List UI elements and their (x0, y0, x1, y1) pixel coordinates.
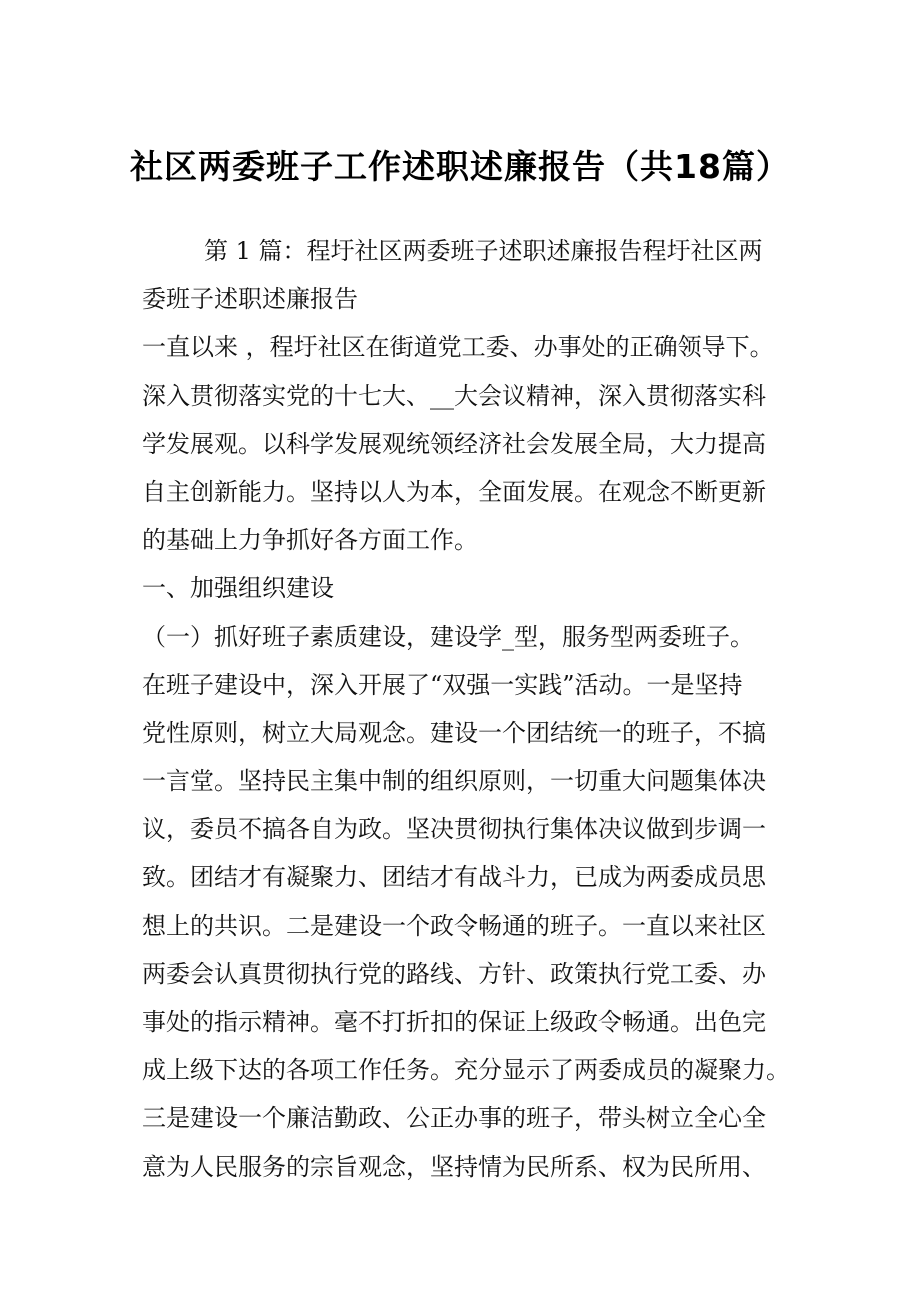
paragraph-line: 党性原则，树立大局观念。建设一个团结统一的班子，不搞 (142, 718, 766, 747)
paragraph-line: 深入贯彻落实党的十七大、__大会议精神，深入贯彻落实科 (142, 381, 766, 410)
paragraph-line: 一言堂。坚持民主集中制的组织原则，一切重大问题集体决 (142, 767, 766, 796)
paragraph-line: 致。团结才有凝聚力、团结才有战斗力，已成为两委成员思 (142, 863, 766, 892)
paragraph-line: 一直以来 ，程圩社区在街道党工委、办事处的正确领导下。 (142, 333, 774, 362)
document-title: 社区两委班子工作述职述廉报告（共18篇） (130, 147, 790, 186)
paragraph-line: 在班子建设中，深入开展了“双强一实践”活动。一是坚持 (142, 670, 743, 699)
paragraph-line: 意为人民服务的宗旨观念，坚持情为民所系、权为民所用、 (142, 1152, 766, 1181)
paragraph-line: 学发展观。以科学发展观统领经济社会发展全局，大力提高 (142, 429, 766, 458)
paragraph-line: 事处的指示精神。毫不打折扣的保证上级政令畅通。出色完 (142, 1008, 766, 1036)
paragraph-line: 第 1 篇：程圩社区两委班子述职述廉报告程圩社区两 (204, 237, 763, 265)
document-body (142, 227, 792, 1191)
paragraph-line: 议，委员不搞各自为政。坚决贯彻执行集体决议做到步调一 (142, 815, 766, 844)
paragraph-line: 成上级下达的各项工作任务。充分显示了两委成员的凝聚力。 (142, 1056, 790, 1085)
paragraph-line: 委班子述职述廉报告 (142, 285, 358, 314)
paragraph-line: 三是建设一个廉洁勤政、公正办事的班子，带头树立全心全 (142, 1104, 766, 1133)
paragraph-line: 想上的共识。二是建设一个政令畅通的班子。一直以来社区 (142, 911, 766, 940)
section-heading: 一、加强组织建设 (142, 574, 334, 603)
paragraph-line: 两委会认真贯彻执行党的路线、方针、政策执行党工委、办 (142, 959, 766, 988)
paragraph-line: 自主创新能力。坚持以人为本，全面发展。在观念不断更新 (142, 477, 766, 506)
subsection-heading: （一）抓好班子素质建设，建设学_型，服务型两委班子。 (142, 622, 754, 651)
paragraph-line: 的基础上力争抓好各方面工作。 (142, 526, 478, 555)
